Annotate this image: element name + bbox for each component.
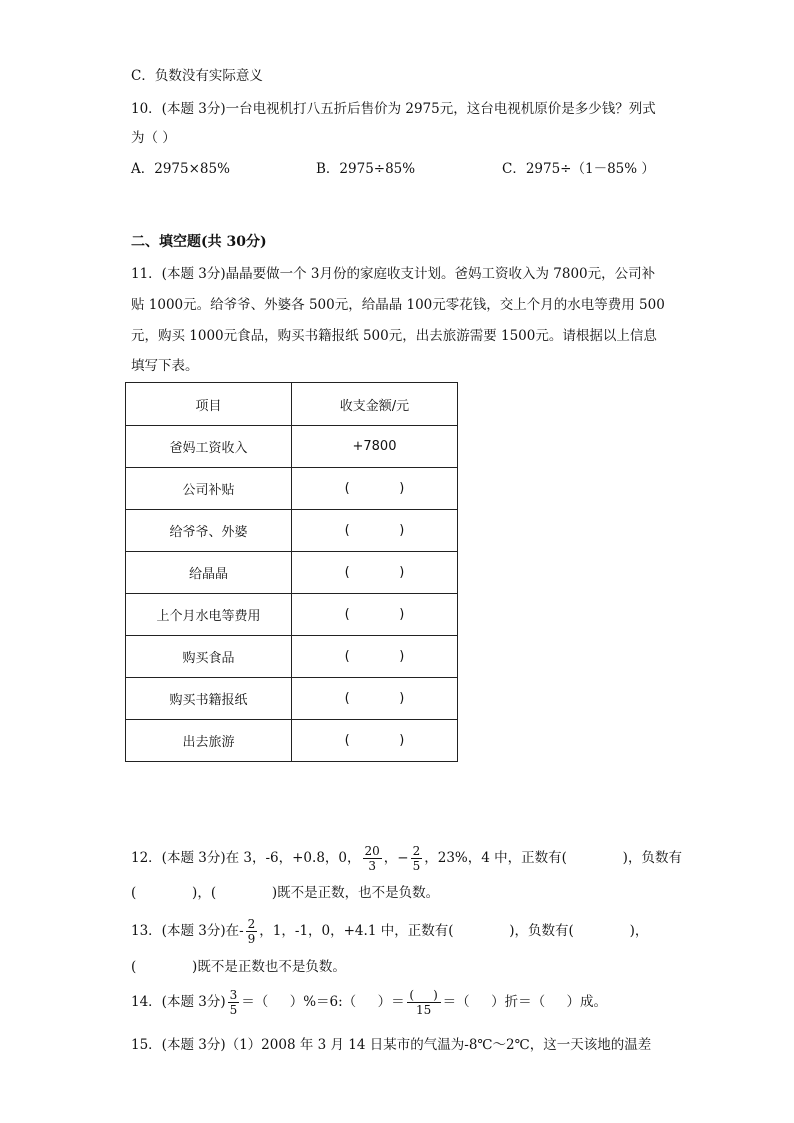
q10-option-a: A．2975×85% [131,161,230,177]
income-expense-table [125,382,458,762]
q14-text-c: ＝（ ）折＝（ ）成。 [442,994,608,1010]
fraction-numerator: 20 [364,844,380,858]
q11-line1: 11．(本题 3分)晶晶要做一个 3月份的家庭收支计划。爸妈工资收入为 7800元，公司补 [131,266,656,282]
table-cell-amount[interactable]: ( ) [292,678,458,720]
table-header-row [126,383,458,426]
section2-heading: 二、填空题(共 30分) [131,234,267,250]
table-cell-amount[interactable]: ( ) [292,510,458,552]
q14-text-b: ＝（ ）%＝6:（ ）＝ [241,994,405,1010]
q13-fraction-2-9 [246,917,258,946]
fraction-denominator: 5 [412,859,421,873]
table-row [126,636,458,678]
q14-line1 [131,986,607,1018]
table-cell-item: 给爷爷、外婆 [126,510,292,552]
table-row [126,426,458,468]
fraction-numerator[interactable]: ( ) [407,988,441,1003]
table-row [126,510,458,552]
q12-line2: ( )，( )既不是正数，也不是负数。 [131,885,440,901]
q11-line3: 元，购买 1000元食品，购买书籍报纸 500元，出去旅游需要 1500元。请根据以上信息 [131,328,657,344]
fraction-denominator: 3 [368,859,376,873]
table-cell-amount[interactable]: ( ) [292,552,458,594]
q13-line1 [131,916,648,946]
fraction-numerator: 2 [247,917,256,931]
q10-option-b: B．2975÷85% [316,161,416,177]
table-row [126,678,458,720]
fraction-numerator: 3 [229,988,238,1002]
table-header-amount: 收支金额/元 [292,383,458,426]
table-cell-amount[interactable]: ( ) [292,636,458,678]
fraction-denominator: 9 [247,932,256,946]
q14-text-a: 14．(本题 3分) [131,994,226,1010]
q13-line2: ( )既不是正数也不是负数。 [131,959,346,975]
table-cell-item: 购买食品 [126,636,292,678]
table-cell-item: 给晶晶 [126,552,292,594]
table-cell-item: 购买书籍报纸 [126,678,292,720]
q12-fraction-2-5 [411,844,423,873]
q12-line1 [131,842,682,874]
q14-fraction-blank-15 [407,988,441,1017]
table-cell-item: 出去旅游 [126,720,292,762]
table-cell-item: 公司补贴 [126,468,292,510]
q10-line2: 为（ ） [131,130,176,146]
table-cell-item: 爸妈工资收入 [126,426,292,468]
q13-text-b: ，1，-1，0，+4.1 中，正数有( )，负数有( )， [259,923,649,939]
q10-line1: 10．(本题 3分)一台电视机打八五折后售价为 2975元，这台电视机原价是多少钱？列式 [131,101,656,117]
q12-text-a: 12．(本题 3分)在 3，-6，+0.8，0， [131,850,361,866]
q15-line1: 15．(本题 3分)（1）2008 年 3 月 14 日某市的气温为-8℃～2℃，这一天该地的温差 [131,1037,652,1053]
table-cell-amount: +7800 [292,426,458,468]
table-header-item: 项目 [126,383,292,426]
q12-fraction-20-3 [363,844,382,873]
table-cell-amount[interactable]: ( ) [292,594,458,636]
q9-option-c: C．负数没有实际意义 [131,68,263,84]
table-row [126,468,458,510]
q11-line4: 填写下表。 [131,358,199,374]
fraction-denominator: 5 [229,1003,238,1017]
table-row [126,720,458,762]
fraction-denominator: 15 [415,1003,432,1017]
table-cell-amount[interactable]: ( ) [292,468,458,510]
q12-text-c: ，23%，4 中，正数有( )，负数有 [424,850,682,866]
q11-line2: 贴 1000元。给爷爷、外婆各 500元，给晶晶 100元零花钱，交上个月的水电等费用 500 [131,297,665,313]
table-row [126,552,458,594]
q12-text-b: ，− [383,850,409,866]
table-cell-item: 上个月水电等费用 [126,594,292,636]
q13-text-a: 13．(本题 3分)在- [131,923,244,939]
q10-option-c: C．2975÷（1－85% ） [502,161,655,177]
table-row [126,594,458,636]
q14-fraction-3-5 [228,988,240,1017]
fraction-numerator: 2 [412,844,421,858]
table-cell-amount[interactable]: ( ) [292,720,458,762]
